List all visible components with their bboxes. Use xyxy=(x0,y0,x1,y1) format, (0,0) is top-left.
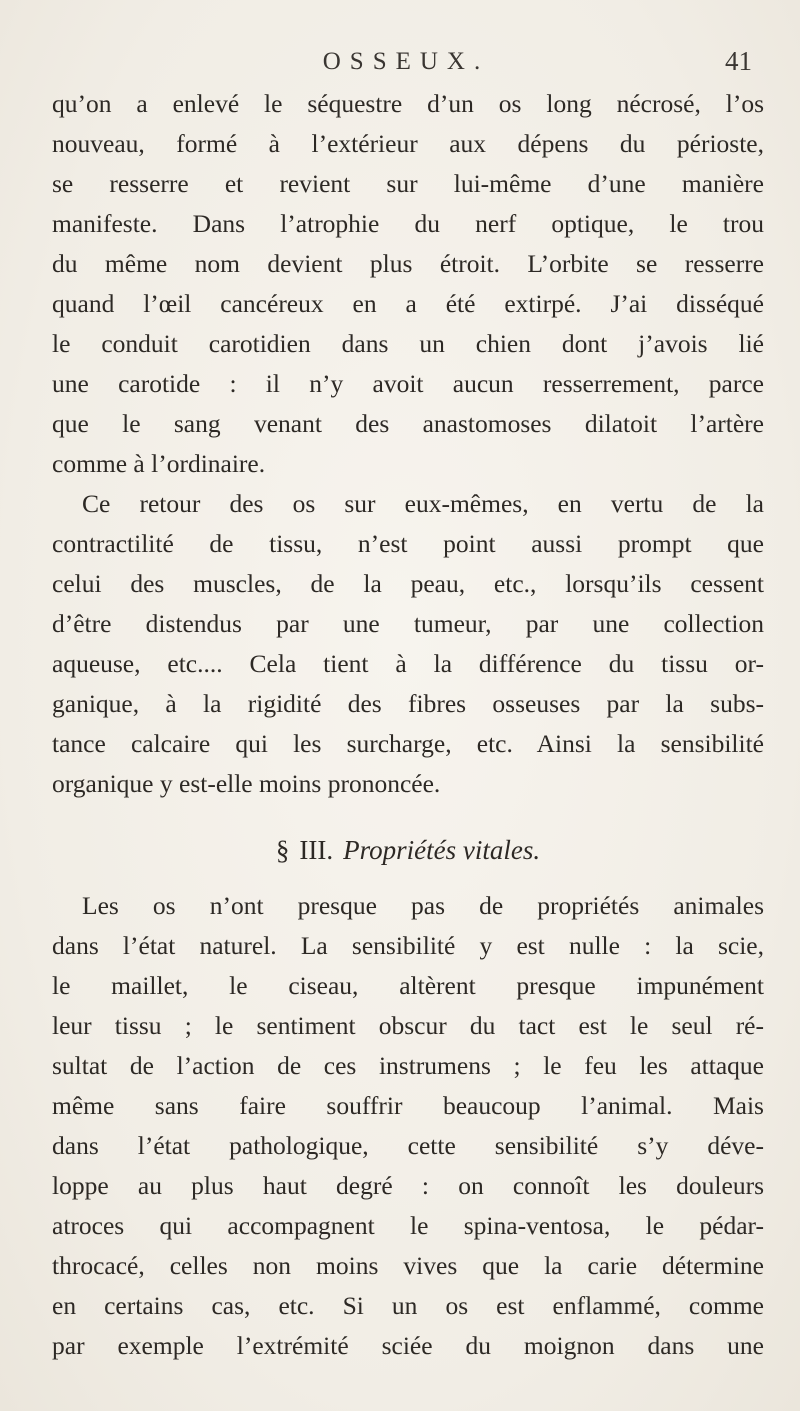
text-line: en certains cas, etc. Si un os est enflammé, comme xyxy=(52,1291,764,1320)
text-line: se resserre et revient sur lui-même d’une manière xyxy=(52,169,764,198)
text-line: le maillet, le ciseau, altèrent presque impunément xyxy=(52,971,764,1000)
text-line: organique y est-elle moins prononcée. xyxy=(52,769,441,798)
text-line: quand l’œil cancéreux en a été extirpé. J’ai disséqué xyxy=(52,289,764,318)
text-line: throcacé, celles non moins vives que la carie détermine xyxy=(52,1251,764,1280)
text-line: tance calcaire qui les surcharge, etc. Ainsi la sensibilité xyxy=(52,729,764,758)
text-line: loppe au plus haut degré : on connoît les douleurs xyxy=(52,1171,764,1200)
paragraph-2 xyxy=(52,484,764,804)
text-line: dans l’état pathologique, cette sensibilité s’y déve- xyxy=(52,1131,764,1160)
paragraph-3 xyxy=(52,886,764,1366)
text-line: sultat de l’action de ces instrumens ; le feu les attaque xyxy=(52,1051,764,1080)
text-line: manifeste. Dans l’atrophie du nerf optique, le trou xyxy=(52,209,764,238)
text-line: comme à l’ordinaire. xyxy=(52,449,266,478)
text-line: celui des muscles, de la peau, etc., lorsqu’ils cessent xyxy=(52,569,764,598)
running-title: OSSEUX. xyxy=(322,48,490,75)
text-line: Les os n’ont presque pas de propriétés animales xyxy=(82,891,764,920)
text-line: ganique, à la rigidité des fibres osseuses par la subs- xyxy=(52,689,764,718)
text-line: contractilité de tissu, n’est point aussi prompt que xyxy=(52,529,764,558)
text-line: du même nom devient plus étroit. L’orbite se resserre xyxy=(52,249,764,278)
text-line: qu’on a enlevé le séquestre d’un os long nécrosé, l’os xyxy=(52,89,764,118)
text-line: une carotide : il n’y avoit aucun resserrement, parce xyxy=(52,369,764,398)
page-number: 41 xyxy=(725,46,752,76)
text-line: d’être distendus par une tumeur, par une collection xyxy=(52,609,764,638)
text-line: que le sang venant des anastomoses dilatoit l’artère xyxy=(52,409,764,438)
section-title: Propriétés vitales. xyxy=(343,835,541,865)
section-mark: § xyxy=(275,835,290,865)
text-line: Ce retour des os sur eux-mêmes, en vertu de la xyxy=(82,489,764,518)
text-line: atroces qui accompagnent le spina-ventosa, le pédar- xyxy=(52,1211,764,1240)
running-head xyxy=(56,48,756,84)
text-line: leur tissu ; le sentiment obscur du tact est le seul ré- xyxy=(52,1011,764,1040)
body-text xyxy=(52,84,764,1366)
text-line: dans l’état naturel. La sensibilité y est nulle : la scie, xyxy=(52,931,764,960)
section-heading xyxy=(52,818,764,882)
text-line: aqueuse, etc.... Cela tient à la différence du tissu or- xyxy=(52,649,764,678)
paragraph-1 xyxy=(52,84,764,484)
text-line: même sans faire souffrir beaucoup l’animal. Mais xyxy=(52,1091,764,1120)
text-line: par exemple l’extrémité sciée du moignon dans une xyxy=(52,1331,764,1360)
text-line: nouveau, formé à l’extérieur aux dépens du périoste, xyxy=(52,129,764,158)
text-line: le conduit carotidien dans un chien dont j’avois lié xyxy=(52,329,764,358)
section-number: III. xyxy=(299,835,334,865)
